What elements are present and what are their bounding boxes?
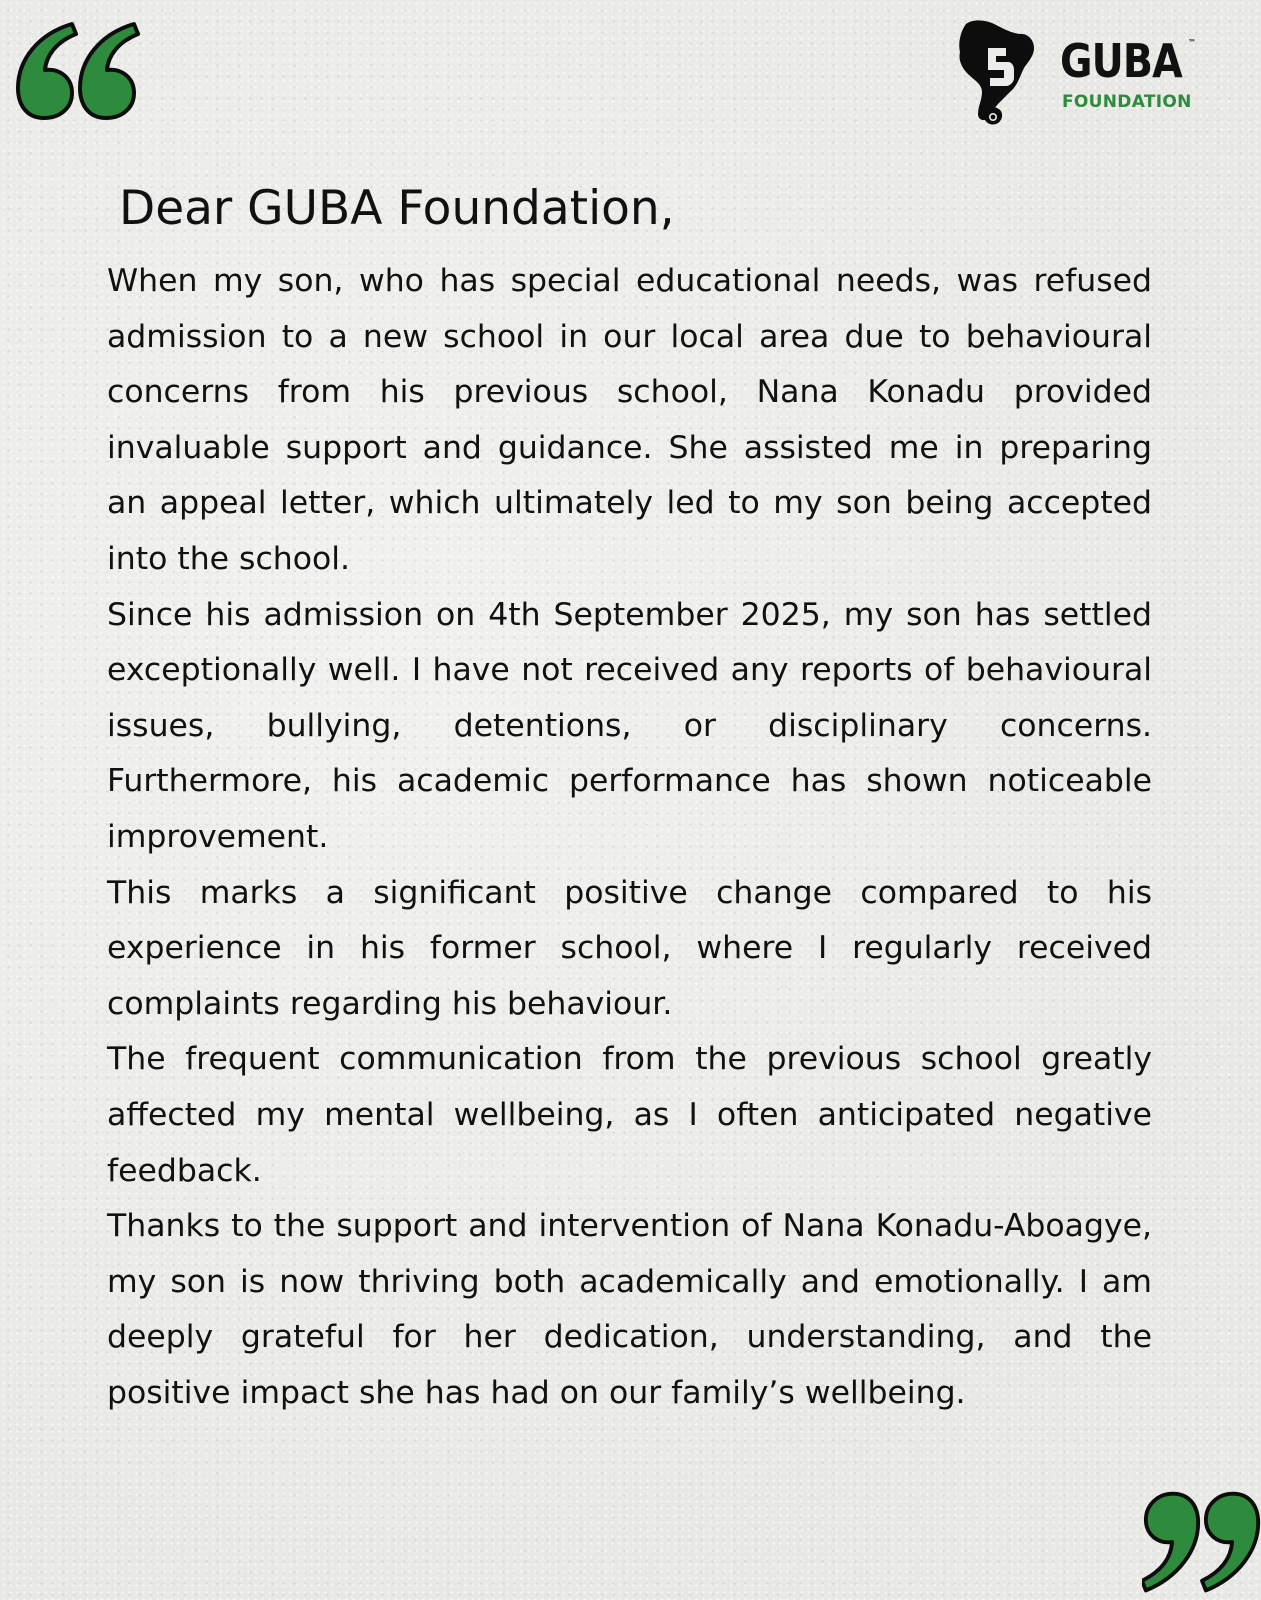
logo-subtitle: FOUNDATION [1062, 92, 1192, 112]
closing-quotation-mark-icon [1142, 1488, 1261, 1600]
letter-body [107, 254, 1152, 1421]
guba-foundation-logo [948, 18, 1208, 130]
letter-paragraph-4: The frequent communication from the previous school greatly affected my mental wellbeing, as I often anticipated negative feedback. [107, 1041, 1152, 1189]
letter-salutation: Dear GUBA Foundation, [119, 181, 675, 236]
letter-paragraph-1: When my son, who has special educational needs, was refused admission to a new school in our local area due to behavioural concerns from his previous school, Nana Konadu provided invaluable support and guidance. She assisted me in preparing an appeal letter, which ultimately led to my son being accepted into the school. [107, 263, 1152, 577]
logo-trademark: ™ [1188, 38, 1196, 47]
opening-quotation-mark-icon [14, 18, 140, 124]
letter-paragraph-3: This marks a significant positive change compared to his experience in his former school, where I regularly received complaints regarding his behaviour. [107, 874, 1152, 1022]
logo-wordmark: GUBA [1060, 34, 1182, 88]
letter-paragraph-5: Thanks to the support and intervention of Nana Konadu-Aboagye, my son is now thriving both academically and emotionally. I am deeply grateful for her dedication, understanding, and the positive impact she has had on our family’s wellbeing. [107, 1208, 1152, 1411]
guba-africa-map-logo [948, 18, 1048, 130]
letter-paragraph-2: Since his admission on 4th September 2025, my son has settled exceptionally well. I have not received any reports of behavioural issues, bullying, detentions, or disciplinary concerns. Furthermore, his academic performance has shown noticeable improvement. [107, 596, 1152, 855]
